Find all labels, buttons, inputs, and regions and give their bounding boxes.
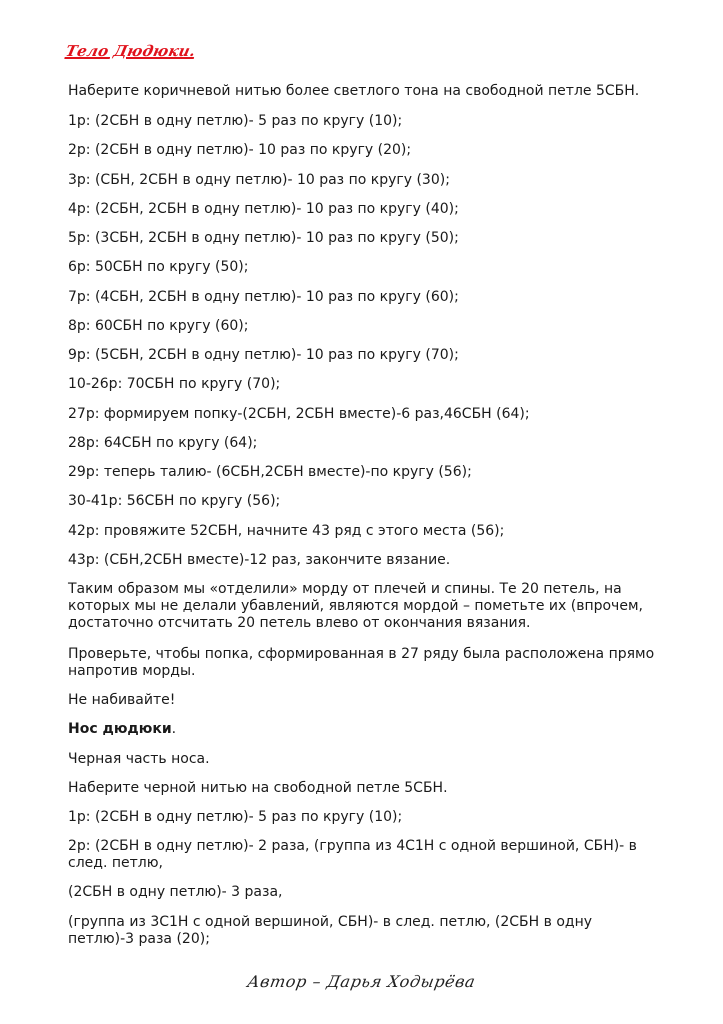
nose-intro: Наберите черной нитью на свободной петле 5СБН. bbox=[68, 780, 448, 796]
row-instruction: 1р: (2СБН в одну петлю)- 5 раз по кругу (10); bbox=[68, 113, 403, 129]
nose-row-instruction: 2р: (2СБН в одну петлю)- 2 раза, (группа из 4С1Н с одной вершиной, СБН)- в след. петлю, bbox=[68, 838, 637, 871]
paragraph-explanation: Таким образом мы «отделили» морду от плечей и спины. Те 20 петель, на которых мы не делали убавлений, являются мордой – пометьте их (впрочем, достаточно отсчитать 20 петель влево от окончания вязания. bbox=[68, 581, 643, 631]
row-instruction: 4р: (2СБН, 2СБН в одну петлю)- 10 раз по кругу (40); bbox=[68, 201, 459, 217]
row-instruction: 8р: 60СБН по кругу (60); bbox=[68, 318, 249, 334]
author-signature: Автор – Дарья Ходырёва bbox=[245, 972, 478, 991]
nose-heading-dot: . bbox=[171, 721, 177, 737]
section-title: Тело Дюдюки. bbox=[64, 42, 198, 60]
row-instruction: 43р: (СБН,2СБН вместе)-12 раз, закончите вязание. bbox=[68, 552, 451, 568]
row-instruction: 9р: (5СБН, 2СБН в одну петлю)- 10 раз по кругу (70); bbox=[68, 347, 459, 363]
nose-subtitle: Черная часть носа. bbox=[68, 751, 210, 767]
row-instruction: 29р: теперь талию- (6СБН,2СБН вместе)-по кругу (56); bbox=[68, 464, 472, 480]
nose-heading-text: Нос дюдюки bbox=[68, 721, 172, 737]
row-instruction: 28р: 64СБН по кругу (64); bbox=[68, 435, 258, 451]
row-instruction: 2р: (2СБН в одну петлю)- 10 раз по кругу (20); bbox=[68, 142, 412, 158]
paragraph-no-stuffing: Не набивайте! bbox=[68, 692, 176, 708]
intro-text: Наберите коричневой нитью более светлого тона на свободной петле 5СБН. bbox=[68, 83, 640, 99]
row-instruction: 7р: (4СБН, 2СБН в одну петлю)- 10 раз по кругу (60); bbox=[68, 289, 459, 305]
row-instruction: 42р: провяжите 52СБН, начните 43 ряд с этого места (56); bbox=[68, 523, 505, 539]
row-instruction: 6р: 50СБН по кругу (50); bbox=[68, 259, 249, 275]
row-instruction: 10-26р: 70СБН по кругу (70); bbox=[68, 376, 281, 392]
row-instruction: 3р: (СБН, 2СБН в одну петлю)- 10 раз по кругу (30); bbox=[68, 172, 450, 188]
nose-row-instruction: 1р: (2СБН в одну петлю)- 5 раз по кругу (10); bbox=[68, 809, 403, 825]
nose-row-instruction: (2СБН в одну петлю)- 3 раза, bbox=[68, 884, 283, 900]
nose-heading bbox=[68, 721, 668, 738]
row-instruction: 27р: формируем попку-(2СБН, 2СБН вместе)-6 раз,46СБН (64); bbox=[68, 406, 530, 422]
paragraph-check: Проверьте, чтобы попка, сформированная в 27 ряду была расположена прямо напротив морды. bbox=[68, 646, 655, 679]
row-instruction: 30-41р: 56СБН по кругу (56); bbox=[68, 493, 281, 509]
nose-row-instruction: (группа из 3С1Н с одной вершиной, СБН)- в след. петлю, (2СБН в одну петлю)-3 раза (20); bbox=[68, 914, 593, 947]
row-instruction: 5р: (3СБН, 2СБН в одну петлю)- 10 раз по кругу (50); bbox=[68, 230, 459, 246]
